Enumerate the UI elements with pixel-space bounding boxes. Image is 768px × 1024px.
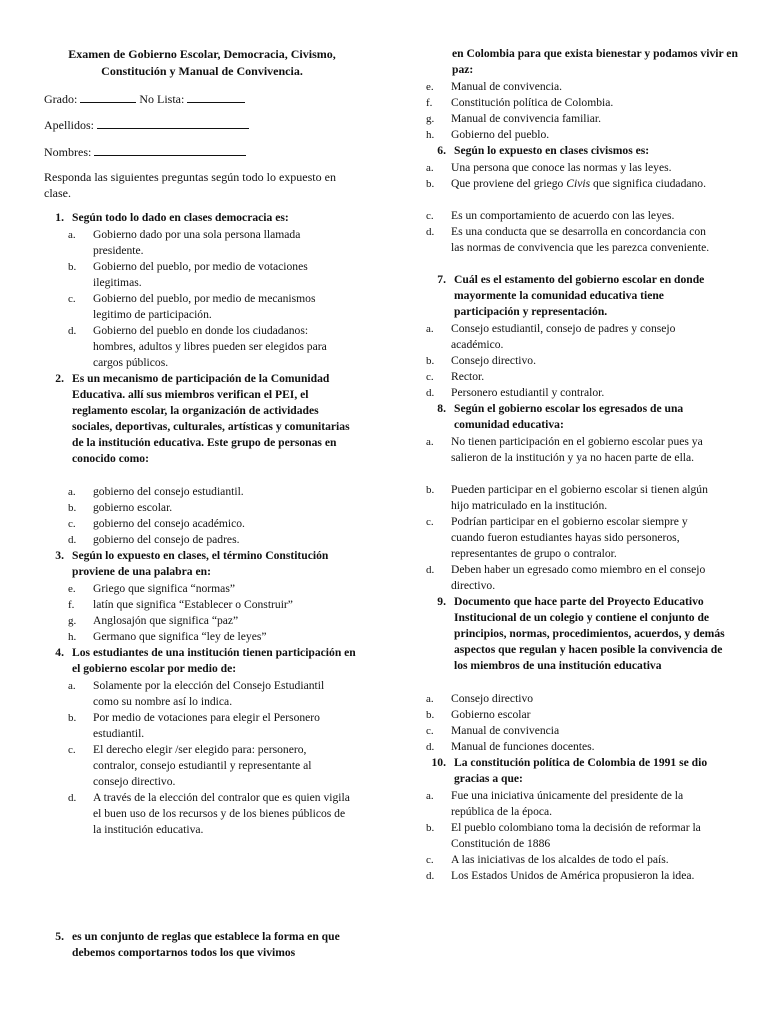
nombres-label: Nombres: bbox=[44, 145, 92, 159]
option-text: Constitución política de Colombia. bbox=[451, 96, 614, 109]
question-text: es un conjunto de reglas que establece la forma en que debemos comportarnos todos los que vivimos bbox=[72, 930, 340, 959]
option-text: Rector. bbox=[451, 370, 485, 383]
option-3e[interactable] bbox=[68, 581, 348, 597]
option-text: Anglosajón que significa “paz” bbox=[93, 614, 239, 627]
option-letter: c. bbox=[426, 725, 434, 737]
question-number: 4. bbox=[55, 646, 64, 659]
option-1a[interactable] bbox=[68, 227, 348, 259]
option-7a[interactable] bbox=[426, 321, 716, 353]
option-letter: a. bbox=[68, 486, 76, 498]
option-7d[interactable] bbox=[426, 385, 716, 401]
option-text: Gobierno del pueblo en donde los ciudadanos: hombres, adultos y libres pueden ser elegidos para cargos públicos. bbox=[93, 324, 327, 369]
option-text: gobierno del consejo académico. bbox=[93, 517, 245, 530]
option-letter: a. bbox=[68, 680, 76, 692]
option-4a[interactable] bbox=[68, 678, 348, 710]
option-5h[interactable] bbox=[426, 127, 728, 143]
option-2c[interactable] bbox=[68, 516, 348, 532]
exam-title-line-1: Examen de Gobierno Escolar, Democracia, Civismo, bbox=[68, 47, 336, 61]
question-text: Los estudiantes de una institución tienen participación en el gobierno escolar por medio de: bbox=[72, 646, 356, 675]
question-8 bbox=[426, 401, 728, 433]
option-text: A las iniciativas de los alcaldes de todo el país. bbox=[451, 853, 669, 866]
option-1b[interactable] bbox=[68, 259, 348, 291]
option-text: Gobierno del pueblo, por medio de votaciones ilegitimas. bbox=[93, 260, 308, 289]
question-text: Cuál es el estamento del gobierno escolar en donde mayormente la comunidad educativa tiene participación y representación. bbox=[454, 273, 705, 318]
question-2 bbox=[44, 371, 360, 467]
option-text: Es un comportamiento de acuerdo con las leyes. bbox=[451, 209, 675, 222]
nolista-blank[interactable] bbox=[187, 90, 245, 103]
option-letter: b. bbox=[68, 261, 77, 273]
option-8d[interactable] bbox=[426, 562, 716, 594]
option-10d[interactable] bbox=[426, 868, 728, 884]
option-5g[interactable] bbox=[426, 111, 728, 127]
option-2b[interactable] bbox=[68, 500, 348, 516]
option-6d[interactable] bbox=[426, 224, 716, 256]
option-text: No tienen participación en el gobierno escolar pues ya salieron de la institución y ya no hacen parte de ella. bbox=[451, 435, 703, 464]
option-letter: g. bbox=[426, 113, 435, 125]
question-4 bbox=[44, 645, 360, 677]
option-text: latín que significa “Establecer o Construir” bbox=[93, 598, 293, 611]
question-number: 8. bbox=[437, 402, 446, 415]
option-letter: a. bbox=[68, 229, 76, 241]
option-letter: d. bbox=[426, 870, 435, 882]
nolista-label: No Lista: bbox=[139, 92, 185, 106]
option-letter: b. bbox=[426, 709, 435, 721]
option-6b[interactable] bbox=[426, 176, 716, 192]
option-letter: a. bbox=[426, 436, 434, 448]
question-number: 9. bbox=[437, 595, 446, 608]
apellidos-blank[interactable] bbox=[97, 116, 249, 129]
option-3h[interactable] bbox=[68, 629, 348, 645]
exam-title-line-2: Constitución y Manual de Convivencia. bbox=[101, 64, 303, 78]
question-number: 2. bbox=[55, 372, 64, 385]
option-text: Manual de convivencia bbox=[451, 724, 560, 737]
option-text bbox=[451, 176, 716, 192]
option-letter: d. bbox=[426, 741, 435, 753]
option-9d[interactable] bbox=[426, 739, 716, 755]
option-text: Consejo estudiantil, consejo de padres y consejo académico. bbox=[451, 322, 676, 351]
option-letter: d. bbox=[68, 325, 77, 337]
option-text: El derecho elegir /ser elegido para: personero, contralor, consejo estudiantil y representante al consejo directivo. bbox=[93, 743, 312, 788]
option-9a[interactable] bbox=[426, 691, 716, 707]
question-7 bbox=[426, 272, 728, 320]
question-text: Según lo expuesto en clases civismos es: bbox=[454, 144, 650, 157]
option-text: Manual de convivencia familiar. bbox=[451, 112, 602, 125]
option-text: A través de la elección del contralor que es quien vigila el buen uso de los recursos y de los bienes públicos de la institución educativa. bbox=[93, 791, 350, 836]
question-text: Según lo expuesto en clases, el término Constitución proviene de una palabra en: bbox=[72, 549, 329, 578]
option-4b[interactable] bbox=[68, 710, 348, 742]
option-5f[interactable] bbox=[426, 95, 728, 111]
option-2d[interactable] bbox=[68, 532, 348, 548]
apellidos-label: Apellidos: bbox=[44, 118, 94, 132]
question-text: Según el gobierno escolar los egresados de una comunidad educativa: bbox=[454, 402, 684, 431]
option-7b[interactable] bbox=[426, 353, 716, 369]
option-text: Solamente por la elección del Consejo Estudiantil como su nombre así lo indica. bbox=[93, 679, 325, 708]
grado-blank[interactable] bbox=[80, 90, 136, 103]
option-letter: e. bbox=[68, 583, 76, 595]
option-text: Manual de convivencia. bbox=[451, 80, 563, 93]
option-letter: c. bbox=[68, 518, 76, 530]
option-text: Consejo directivo bbox=[451, 692, 534, 705]
option-4d[interactable] bbox=[68, 790, 350, 838]
option-text: Gobierno del pueblo, por medio de mecanismos legitimo de participación. bbox=[93, 292, 316, 321]
option-1c[interactable] bbox=[68, 291, 348, 323]
question-5-continued: en Colombia para que exista bienestar y podamos vivir en paz: bbox=[452, 47, 738, 76]
option-text: Manual de funciones docentes. bbox=[451, 740, 595, 753]
option-letter: d. bbox=[68, 792, 77, 804]
option-9b[interactable] bbox=[426, 707, 716, 723]
option-letter: c. bbox=[68, 744, 76, 756]
option-text: Fue una iniciativa únicamente del presidente de la república de la época. bbox=[451, 789, 684, 818]
option-letter: a. bbox=[426, 693, 434, 705]
option-text-pre: Que proviene del griego bbox=[451, 177, 567, 190]
option-9c[interactable] bbox=[426, 723, 716, 739]
option-letter: b. bbox=[426, 484, 435, 496]
question-10 bbox=[426, 755, 728, 787]
option-10b[interactable] bbox=[426, 820, 716, 852]
nombres-row bbox=[44, 143, 246, 160]
question-number: 5. bbox=[55, 930, 64, 943]
option-letter: a. bbox=[426, 790, 434, 802]
option-letter: c. bbox=[426, 854, 434, 866]
option-letter: d. bbox=[426, 564, 435, 576]
option-4c[interactable] bbox=[68, 742, 348, 790]
option-letter: d. bbox=[426, 226, 435, 238]
option-8b[interactable] bbox=[426, 482, 716, 514]
option-letter: c. bbox=[68, 293, 76, 305]
option-letter: d. bbox=[426, 387, 435, 399]
option-6a[interactable] bbox=[426, 160, 716, 176]
question-text: Documento que hace parte del Proyecto Educativo Institucional de un colegio y contiene el conjunto de principios, normas, procedimientos, acuerdos, y demás aspectos que regulan y hacen posible la convivencia de los miembros de una institución educativa bbox=[454, 595, 725, 672]
option-text: Gobierno del pueblo. bbox=[451, 128, 550, 141]
option-text: Germano que significa “ley de leyes” bbox=[93, 630, 267, 643]
instructions: Responda las siguientes preguntas según todo lo expuesto en clase. bbox=[44, 170, 336, 200]
option-letter: h. bbox=[426, 129, 435, 141]
option-text-post: que significa ciudadano. bbox=[590, 177, 707, 190]
question-3 bbox=[44, 548, 360, 580]
question-6 bbox=[426, 143, 728, 159]
option-letter: b. bbox=[68, 502, 77, 514]
option-10c[interactable] bbox=[426, 852, 716, 868]
option-2a[interactable] bbox=[68, 484, 348, 500]
grado-row bbox=[44, 90, 245, 107]
option-letter: h. bbox=[68, 631, 77, 643]
option-text: Consejo directivo. bbox=[451, 354, 537, 367]
option-text: Griego que significa “normas” bbox=[93, 582, 235, 595]
question-text: La constitución política de Colombia de 1991 se dio gracias a que: bbox=[454, 756, 708, 785]
option-1d[interactable] bbox=[68, 323, 350, 371]
option-letter: a. bbox=[426, 162, 434, 174]
option-letter: b. bbox=[426, 822, 435, 834]
question-number: 1. bbox=[55, 211, 64, 224]
option-text: El pueblo colombiano toma la decisión de reformar la Constitución de 1886 bbox=[451, 821, 701, 850]
option-text: gobierno escolar. bbox=[93, 501, 173, 514]
option-text: gobierno del consejo estudiantil. bbox=[93, 485, 244, 498]
option-letter: b. bbox=[68, 712, 77, 724]
option-letter: b. bbox=[426, 355, 435, 367]
question-number: 3. bbox=[55, 549, 64, 562]
option-text-italic: Civis bbox=[566, 177, 591, 190]
option-letter: b. bbox=[426, 178, 435, 190]
option-letter: c. bbox=[426, 371, 434, 383]
option-8c[interactable] bbox=[426, 514, 716, 562]
question-number: 6. bbox=[437, 144, 446, 157]
option-text: Es una conducta que se desarrolla en concordancia con las normas de convivencia que les parezca conveniente. bbox=[451, 225, 710, 254]
option-letter: c. bbox=[426, 210, 434, 222]
option-text: Por medio de votaciones para elegir el Personero estudiantil. bbox=[93, 711, 320, 740]
option-letter: g. bbox=[68, 615, 77, 627]
option-5e[interactable] bbox=[426, 79, 728, 95]
question-number: 10. bbox=[431, 756, 446, 769]
question-9 bbox=[426, 594, 728, 674]
option-letter: f. bbox=[68, 599, 75, 611]
exam-title bbox=[44, 46, 360, 80]
question-number: 7. bbox=[437, 273, 446, 286]
option-text: Una persona que conoce las normas y las leyes. bbox=[451, 161, 672, 174]
option-text: Los Estados Unidos de América propusieron la idea. bbox=[451, 869, 695, 882]
option-text: Deben haber un egresado como miembro en el consejo directivo. bbox=[451, 563, 706, 592]
grado-label: Grado: bbox=[44, 92, 78, 106]
option-text: gobierno del consejo de padres. bbox=[93, 533, 240, 546]
option-letter: e. bbox=[426, 81, 434, 93]
nombres-blank[interactable] bbox=[94, 143, 246, 156]
option-letter: f. bbox=[426, 97, 433, 109]
apellidos-row bbox=[44, 116, 249, 133]
option-6c[interactable] bbox=[426, 208, 716, 224]
option-text: Pueden participar en el gobierno escolar si tienen algún hijo matriculado en la institución. bbox=[451, 483, 708, 512]
option-letter: d. bbox=[68, 534, 77, 546]
option-text: Podrían participar en el gobierno escolar siempre y cuando fueron estudiantes hayas sido personeros, representantes de grupo o contralor. bbox=[451, 515, 688, 560]
question-5 bbox=[44, 929, 360, 961]
option-3f[interactable] bbox=[68, 597, 348, 613]
question-text: Es un mecanismo de participación de la Comunidad Educativa. allí sus miembros verifican el PEI, el reglamento escolar, la organización de actividades sociales, deportivas, culturales, artísticas y comunitarias de la institución educativa. Este grupo de personas en conocido como: bbox=[72, 372, 350, 465]
option-3g[interactable] bbox=[68, 613, 348, 629]
option-text: Gobierno dado por una sola persona llamada presidente. bbox=[93, 228, 301, 257]
option-letter: c. bbox=[426, 516, 434, 528]
option-7c[interactable] bbox=[426, 369, 716, 385]
option-10a[interactable] bbox=[426, 788, 716, 820]
option-8a[interactable] bbox=[426, 434, 716, 466]
option-text: Gobierno escolar bbox=[451, 708, 531, 721]
option-letter: a. bbox=[426, 323, 434, 335]
question-1 bbox=[44, 210, 360, 226]
option-text: Personero estudiantil y contralor. bbox=[451, 386, 605, 399]
question-text: Según todo lo dado en clases democracia es: bbox=[72, 211, 289, 224]
